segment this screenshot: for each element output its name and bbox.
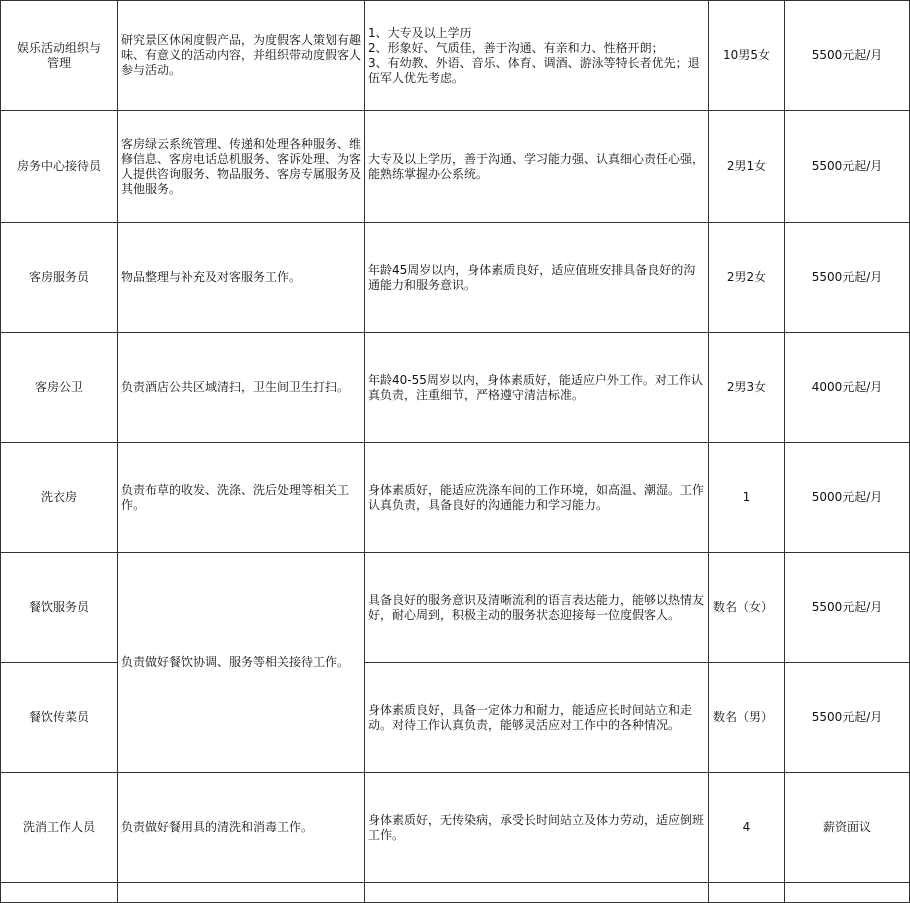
salary-text: 5500元起/月	[811, 710, 883, 724]
duty-cell	[118, 111, 365, 223]
requirements-cell	[365, 773, 709, 883]
requirements-text: 身体素质良好，具备一定体力和耐力，能适应长时间站立和走动。对待工作认真负责，能够灵活应对工作中的各种情况。	[368, 702, 693, 732]
duty-cell	[118, 553, 365, 773]
salary-text: 5500元起/月	[811, 159, 883, 173]
requirements-list	[368, 26, 705, 86]
salary-cell	[785, 223, 910, 333]
position-cell	[1, 443, 118, 553]
salary-cell	[785, 773, 910, 883]
requirements-cell	[365, 111, 709, 223]
salary-text: 薪资面议	[822, 820, 871, 834]
duty-cell	[118, 223, 365, 333]
headcount-cell	[709, 443, 785, 553]
table-row-partial	[1, 883, 910, 903]
position-text: 客房服务员	[28, 270, 89, 284]
salary-text: 5000元起/月	[811, 490, 883, 504]
table-row	[1, 1, 910, 111]
requirements-text: 身体素质好，无传染病，承受长时间站立及体力劳动，适应倒班工作。	[368, 812, 705, 842]
duty-text: 负责酒店公共区域清扫，卫生间卫生打扫。	[121, 380, 350, 394]
headcount-cell	[709, 663, 785, 773]
duty-text: 负责做好餐用具的清洗和消毒工作。	[121, 820, 314, 834]
salary-text: 4000元起/月	[811, 380, 883, 394]
empty-cell	[1, 883, 118, 903]
duty-text: 物品整理与补充及对客服务工作。	[121, 270, 302, 284]
duty-cell	[118, 333, 365, 443]
duty-cell	[118, 1, 365, 111]
requirements-text: 年龄45周岁以内，身体素质良好，适应值班安排具备良好的沟通能力和服务意识。	[368, 262, 696, 292]
duty-text: 客房绿云系统管理、传递和处理各种服务、维修信息、客房电话总机服务、客诉处理、为客人提供咨询服务、物品服务、客房专属服务及其他服务。	[121, 136, 362, 196]
salary-text: 5500元起/月	[811, 48, 883, 62]
requirements-cell	[365, 1, 709, 111]
requirements-cell	[365, 553, 709, 663]
requirements-cell	[365, 443, 709, 553]
empty-cell	[785, 883, 910, 903]
empty-cell	[365, 883, 709, 903]
position-text: 洗消工作人员	[22, 820, 95, 834]
salary-text: 5500元起/月	[811, 600, 883, 614]
salary-cell	[785, 663, 910, 773]
headcount-cell	[709, 333, 785, 443]
headcount-cell	[709, 223, 785, 333]
position-cell	[1, 111, 118, 223]
duty-text: 负责做好餐饮协调、服务等相关接待工作。	[121, 655, 350, 669]
table-row	[1, 773, 910, 883]
duty-text: 负责布草的收发、洗涤、洗后处理等相关工作。	[121, 482, 350, 512]
duty-text: 研究景区休闲度假产品，为度假客人策划有趣味、有意义的活动内容，并组织带动度假客人参与活动。	[121, 33, 362, 77]
empty-cell	[709, 883, 785, 903]
salary-text: 5500元起/月	[811, 270, 883, 284]
headcount-text: 2男1女	[726, 159, 767, 173]
position-cell	[1, 1, 118, 111]
salary-cell	[785, 1, 910, 111]
headcount-text: 数名（男）	[713, 710, 774, 724]
requirements-cell	[365, 333, 709, 443]
headcount-text: 2男2女	[726, 270, 767, 284]
headcount-text: 数名（女）	[713, 600, 774, 614]
headcount-text: 2男3女	[726, 380, 767, 394]
headcount-cell	[709, 1, 785, 111]
requirements-cell	[365, 663, 709, 773]
position-text: 娱乐活动组织与 管理	[16, 40, 101, 70]
table-row	[1, 223, 910, 333]
position-cell	[1, 553, 118, 663]
requirement-line: 1、大专及以上学历	[368, 25, 472, 40]
salary-cell	[785, 111, 910, 223]
table-row	[1, 333, 910, 443]
salary-cell	[785, 333, 910, 443]
position-cell	[1, 663, 118, 773]
headcount-text: 1	[742, 490, 751, 504]
position-cell	[1, 773, 118, 883]
duty-cell	[118, 443, 365, 553]
headcount-text: 4	[742, 820, 751, 834]
position-text: 客房公卫	[34, 380, 83, 394]
headcount-cell	[709, 553, 785, 663]
position-cell	[1, 223, 118, 333]
headcount-text: 10男5女	[723, 48, 770, 62]
requirements-text: 身体素质好，能适应洗涤车间的工作环境，如高温、潮湿。工作认真负责，具备良好的沟通能力和学习能力。	[368, 482, 705, 512]
requirements-text: 大专及以上学历，善于沟通、学习能力强、认真细心责任心强，能熟练掌握办公系统。	[368, 151, 705, 181]
duty-cell	[118, 773, 365, 883]
salary-cell	[785, 443, 910, 553]
headcount-cell	[709, 773, 785, 883]
requirements-text: 具备良好的服务意识及清晰流利的语言表达能力，能够以热情友好，耐心周到，积极主动的服务状态迎接每一位度假客人。	[368, 592, 705, 622]
position-text: 洗衣房	[40, 490, 77, 504]
table-row	[1, 111, 910, 223]
position-text: 房务中心接待员	[16, 159, 101, 173]
table-row	[1, 553, 910, 663]
table-row	[1, 443, 910, 553]
salary-cell	[785, 553, 910, 663]
position-cell	[1, 333, 118, 443]
empty-cell	[118, 883, 365, 903]
position-text: 餐饮传菜员	[28, 710, 89, 724]
requirement-line: 3、有幼教、外语、音乐、体育、调酒、游泳等特长者优先；退伍军人优先考虑。	[368, 55, 700, 85]
position-text: 餐饮服务员	[28, 600, 89, 614]
requirements-cell	[365, 223, 709, 333]
requirements-text: 年龄40-55周岁以内，身体素质好，能适应户外工作。对工作认真负责，注重细节，严格遵守清洁标准。	[368, 372, 703, 402]
headcount-cell	[709, 111, 785, 223]
requirement-line: 2、形象好、气质佳，善于沟通、有亲和力、性格开朗；	[368, 40, 664, 55]
